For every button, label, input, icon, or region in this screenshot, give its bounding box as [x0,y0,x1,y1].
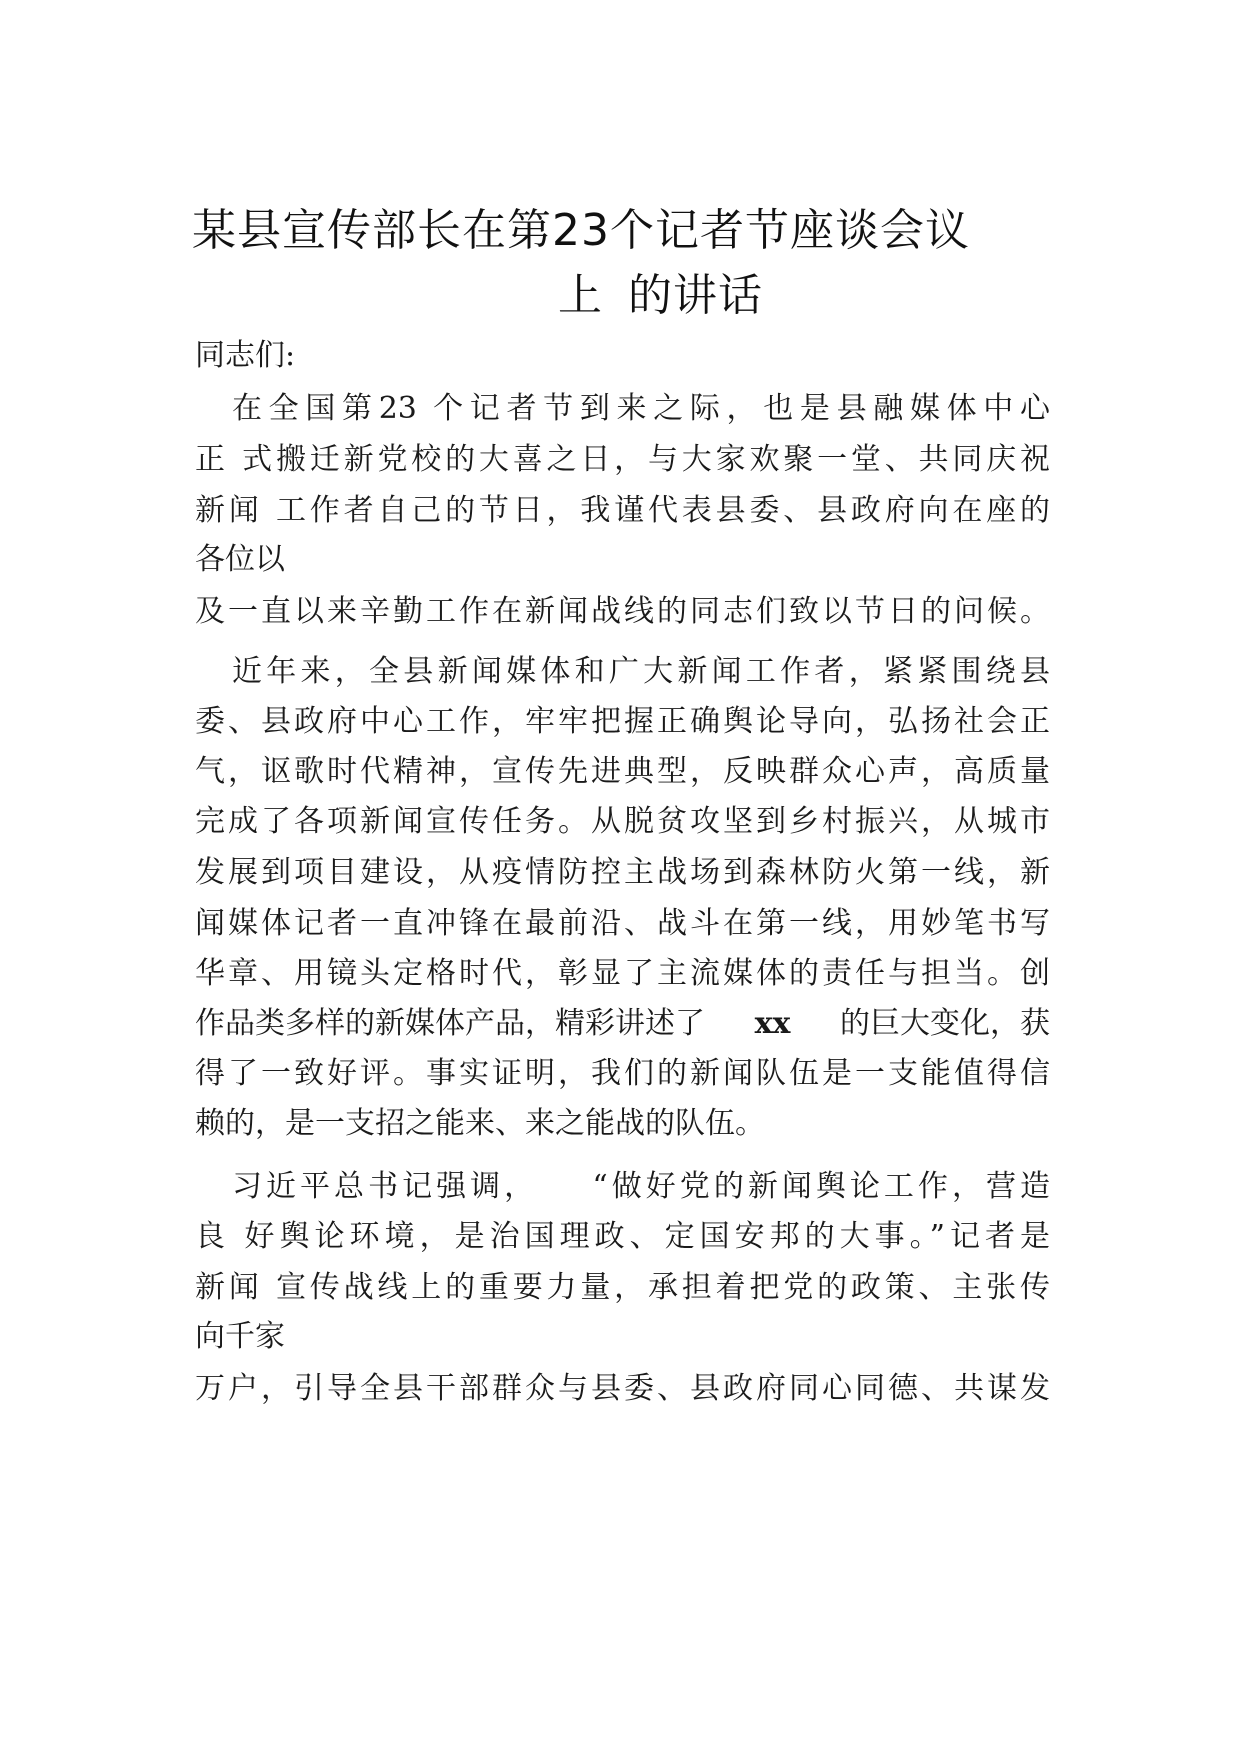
paragraph-3-line: 新闻 宣传战线上的重要力量，承担着把党的政策、主张传 [195,1270,1050,1305]
document-title-line-1: 某县宣传部长在第23个记者节座谈会议 [192,205,970,256]
paragraph-3-line: 习近平总书记强调， “做好党的新闻舆论工作，营造 [232,1169,1050,1204]
paragraph-1-line: 正 式搬迁新党校的大喜之日，与大家欢聚一堂、共同庆祝 [195,442,1050,477]
paragraph-2-line: 闻媒体记者一直冲锋在最前沿、战斗在第一线，用妙笔书写 [195,906,1050,941]
paragraph-3-line: 向千家 [195,1319,285,1354]
paragraph-3-line: 万户，引导全县干部群众与县委、县政府同心同德、共谋发 [195,1371,1050,1406]
greeting: 同志们: [195,338,296,373]
paragraph-2-line: 近年来，全县新闻媒体和广大新闻工作者，紧紧围绕县 [232,654,1050,689]
paragraph-2-line: 赖的，是一支招之能来、来之能战的队伍。 [195,1106,765,1141]
paragraph-2-line-with-placeholder [195,1004,1050,1044]
paragraph-3-line: 良 好舆论环境，是治国理政、定国安邦的大事。”记者是 [195,1219,1050,1254]
paragraph-2-line: 发展到项目建设，从疫情防控主战场到森林防火第一线，新 [195,855,1050,890]
paragraph-1-line: 各位以 [195,542,285,577]
paragraph-2-line: 气，讴歌时代精神，宣传先进典型，反映群众心声，高质量 [195,754,1050,789]
paragraph-2-line: 得了一致好评。事实证明，我们的新闻队伍是一支能值得信 [195,1056,1050,1091]
document-title-line-2: 上 的讲话 [558,270,763,321]
paragraph-2-line-part: 的巨大变化，获 [820,1006,1050,1041]
paragraph-2-line: 委、县政府中心工作，牢牢把握正确舆论导向，弘扬社会正 [195,704,1050,739]
paragraph-2-line-part: 作品类多样的新媒体产品，精彩讲述了 [195,1006,725,1041]
paragraph-2-line: 完成了各项新闻宣传任务。从脱贫攻坚到乡村振兴，从城市 [195,804,1050,839]
paragraph-1-line: 在全国第23 个记者节到来之际，也是县融媒体中心 [232,391,1050,426]
paragraph-1-line: 及一直以来辛勤工作在新闻战线的同志们致以节日的问候。 [195,594,1050,629]
placeholder-xx: xx [754,1006,791,1041]
paragraph-1-line: 新闻 工作者自己的节日，我谨代表县委、县政府向在座的 [195,493,1050,528]
paragraph-2-line: 华章、用镜头定格时代，彰显了主流媒体的责任与担当。创 [195,956,1050,991]
